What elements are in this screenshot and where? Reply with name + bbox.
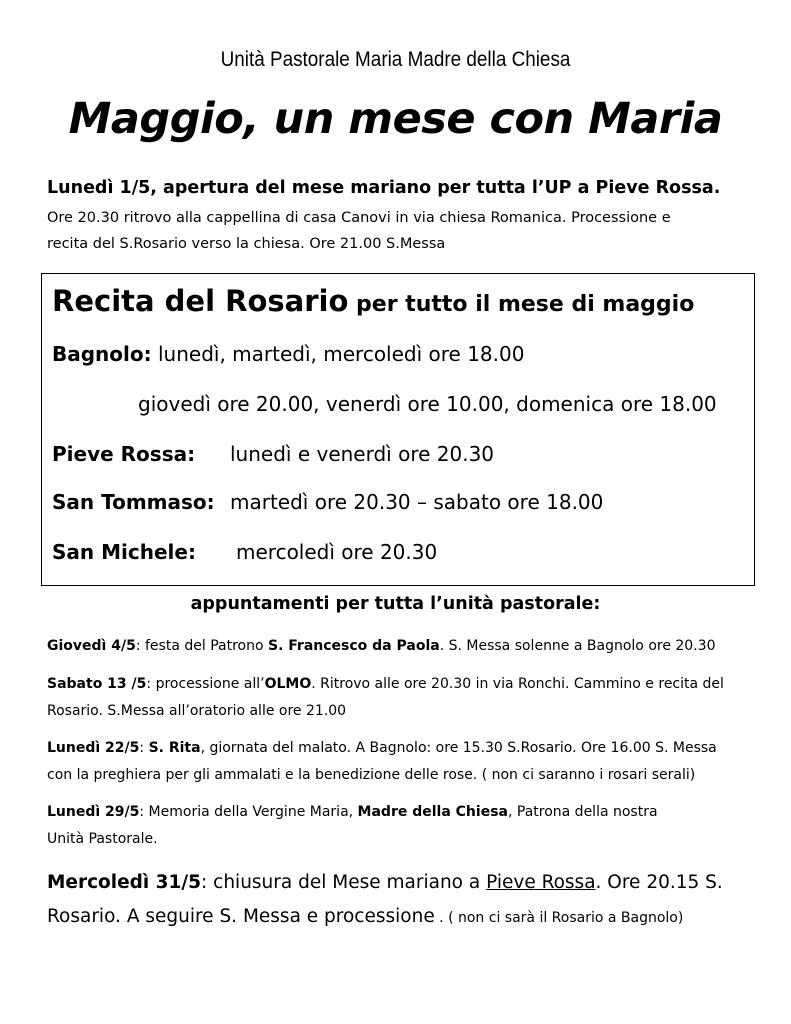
schedule-place: Bagnolo: — [52, 342, 152, 366]
schedule-row-bagnolo-cont — [138, 392, 717, 416]
schedule-row-bagnolo — [52, 342, 524, 366]
event-date: Giovedì 4/5 — [47, 638, 136, 654]
event-text: : chiusura del Mese mariano a — [201, 872, 487, 893]
event-lunedi-22-5 — [47, 735, 747, 789]
event-line-2: con la preghiera per gli ammalati e la benedizione delle rose. ( non ci saranno i rosari serali) — [47, 767, 696, 783]
schedule-row-san-michele — [52, 540, 437, 564]
event-date: Lunedì 29/5 — [47, 804, 140, 820]
appointments-heading: appuntamenti per tutta l’unità pastorale: — [190, 594, 601, 614]
schedule-row-san-tommaso — [52, 490, 603, 514]
event-sabato-13-5 — [47, 671, 747, 725]
schedule-times: lunedì, martedì, mercoledì ore 18.00 — [151, 342, 525, 366]
rosary-title-main: Recita del Rosario — [52, 284, 349, 318]
schedule-times: mercoledì ore 20.30 — [236, 540, 438, 564]
schedule-times: lunedì e venerdì ore 20.30 — [230, 442, 495, 466]
event-lunedi-29-5 — [47, 799, 747, 853]
organization-name: Unità Pastorale Maria Madre della Chiesa — [220, 48, 571, 71]
event-highlight: S. Rita — [148, 740, 201, 756]
event-line-2: Unità Pastorale. — [47, 831, 158, 847]
event-highlight: OLMO — [264, 676, 312, 692]
event-mercoledi-31-5 — [47, 866, 747, 935]
event-highlight: S. Francesco da Paola — [267, 638, 440, 654]
schedule-times: martedì ore 20.30 – sabato ore 18.00 — [230, 490, 604, 514]
event-place-underlined: Pieve Rossa — [486, 872, 596, 893]
opening-details — [47, 205, 747, 257]
event-text: : — [139, 740, 149, 756]
event-text: , giornata del malato. A Bagnolo: ore 15.30 S.Rosario. Ore 16.00 S. Messa — [200, 740, 717, 756]
schedule-row-pieve-rossa — [52, 442, 494, 466]
event-line-2: Rosario. A seguire S. Messa e processione — [47, 906, 435, 927]
event-text: . Ore 20.15 S. — [595, 872, 723, 893]
event-text: : Memoria della Vergine Maria, — [139, 804, 358, 820]
opening-line-2: recita del S.Rosario verso la chiesa. Ore 21.00 S.Messa — [47, 236, 446, 252]
rosary-schedule-box — [41, 273, 755, 586]
event-text: , Patrona della nostra — [507, 804, 658, 820]
page-title: Maggio, un mese con Maria — [68, 94, 723, 144]
opening-line-1: Ore 20.30 ritrovo alla cappellina di casa Canovi in via chiesa Romanica. Processione e — [47, 210, 671, 226]
opening-heading: Lunedì 1/5, apertura del mese mariano per tutta l’UP a Pieve Rossa. — [47, 178, 721, 198]
rosary-title — [52, 284, 694, 318]
event-text: : processione all’ — [146, 676, 265, 692]
event-highlight: Madre della Chiesa — [357, 804, 508, 820]
event-date: Mercoledì 31/5 — [47, 872, 202, 893]
rosary-title-rest: per tutto il mese di maggio — [348, 292, 695, 317]
event-line-2: Rosario. S.Messa all’oratorio alle ore 21.00 — [47, 703, 347, 719]
schedule-times: giovedì ore 20.00, venerdì ore 10.00, domenica ore 18.00 — [138, 392, 717, 416]
schedule-place: San Michele: — [52, 540, 196, 564]
event-date: Sabato 13 /5 — [47, 676, 147, 692]
event-text: . S. Messa solenne a Bagnolo ore 20.30 — [439, 638, 716, 654]
event-date: Lunedì 22/5 — [47, 740, 140, 756]
event-note: . ( non ci sarà il Rosario a Bagnolo) — [434, 910, 684, 926]
schedule-place: San Tommaso: — [52, 490, 215, 514]
schedule-place: Pieve Rossa: — [52, 442, 196, 466]
event-text: : festa del Patrono — [135, 638, 268, 654]
event-text: . Ritrovo alle ore 20.30 in via Ronchi. Cammino e recita del — [311, 676, 724, 692]
event-giovedi-4-5 — [47, 633, 747, 660]
